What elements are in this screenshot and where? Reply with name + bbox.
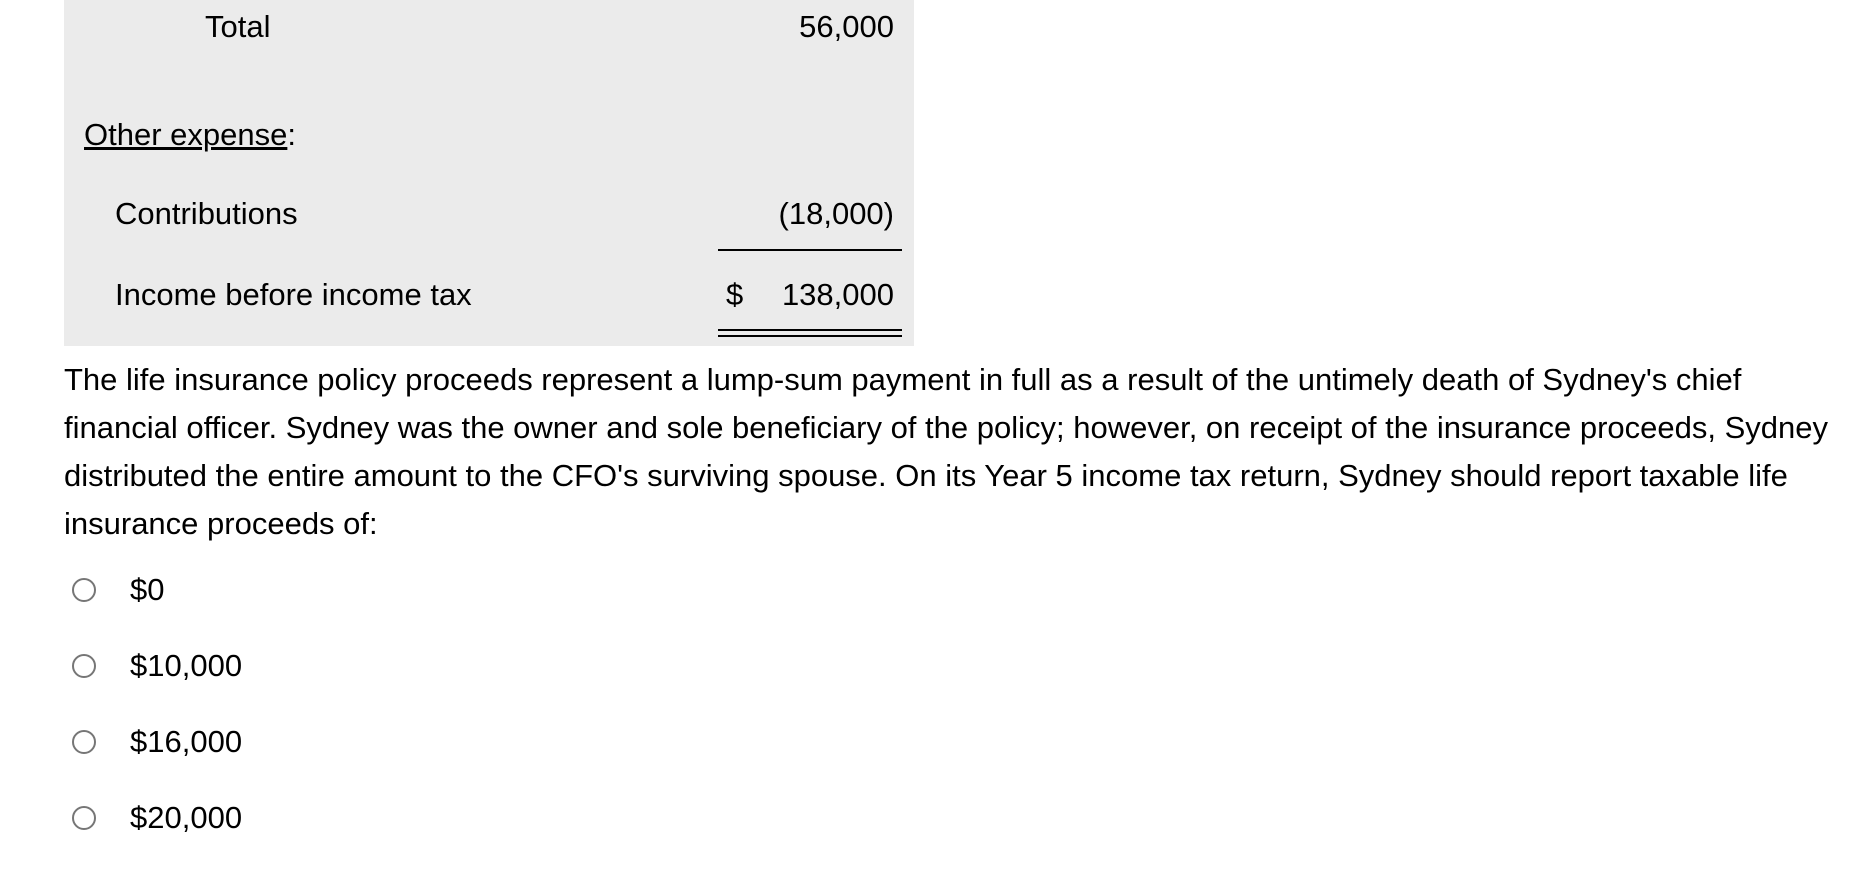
other-expense-heading: [84, 117, 296, 153]
answer-option-1[interactable]: [72, 570, 472, 610]
answer-option-2[interactable]: [72, 646, 472, 686]
answer-option-3[interactable]: [72, 722, 472, 762]
income-before-tax-value: 138,000: [781, 277, 894, 312]
total-label: Total: [205, 9, 271, 44]
income-currency-symbol: $: [726, 277, 744, 312]
answer-option-label: $16,000: [130, 724, 243, 759]
answer-option-label: $0: [130, 572, 165, 607]
income-before-tax-label: Income before income tax: [115, 277, 472, 312]
total-value: 56,000: [799, 9, 894, 44]
radio-button-icon[interactable]: [72, 654, 96, 678]
radio-button-icon[interactable]: [72, 806, 96, 830]
contributions-value: (18,000): [778, 196, 894, 231]
total-double-rule: [718, 329, 902, 337]
radio-button-icon[interactable]: [72, 730, 96, 754]
answer-option-label: $10,000: [130, 648, 243, 683]
income-statement-table: [64, 0, 914, 346]
answer-option-4[interactable]: [72, 798, 472, 838]
subtotal-rule: [718, 249, 902, 251]
other-expense-heading-colon: :: [287, 117, 296, 152]
radio-button-icon[interactable]: [72, 578, 96, 602]
question-text: The life insurance policy proceeds represent a lump-sum payment in full as a result of the untimely death of Sydney's chief financial officer. Sydney was the owner and sole beneficiary of the policy; however, on receipt of the insurance proceeds, Sydney distributed the entire amount to the CFO's surviving spouse. On its Year 5 income tax return, Sydney should report taxable life insurance proceeds of:: [64, 362, 1829, 541]
other-expense-heading-text: Other expense: [84, 117, 288, 152]
contributions-label: Contributions: [115, 196, 298, 231]
answer-option-label: $20,000: [130, 800, 243, 835]
